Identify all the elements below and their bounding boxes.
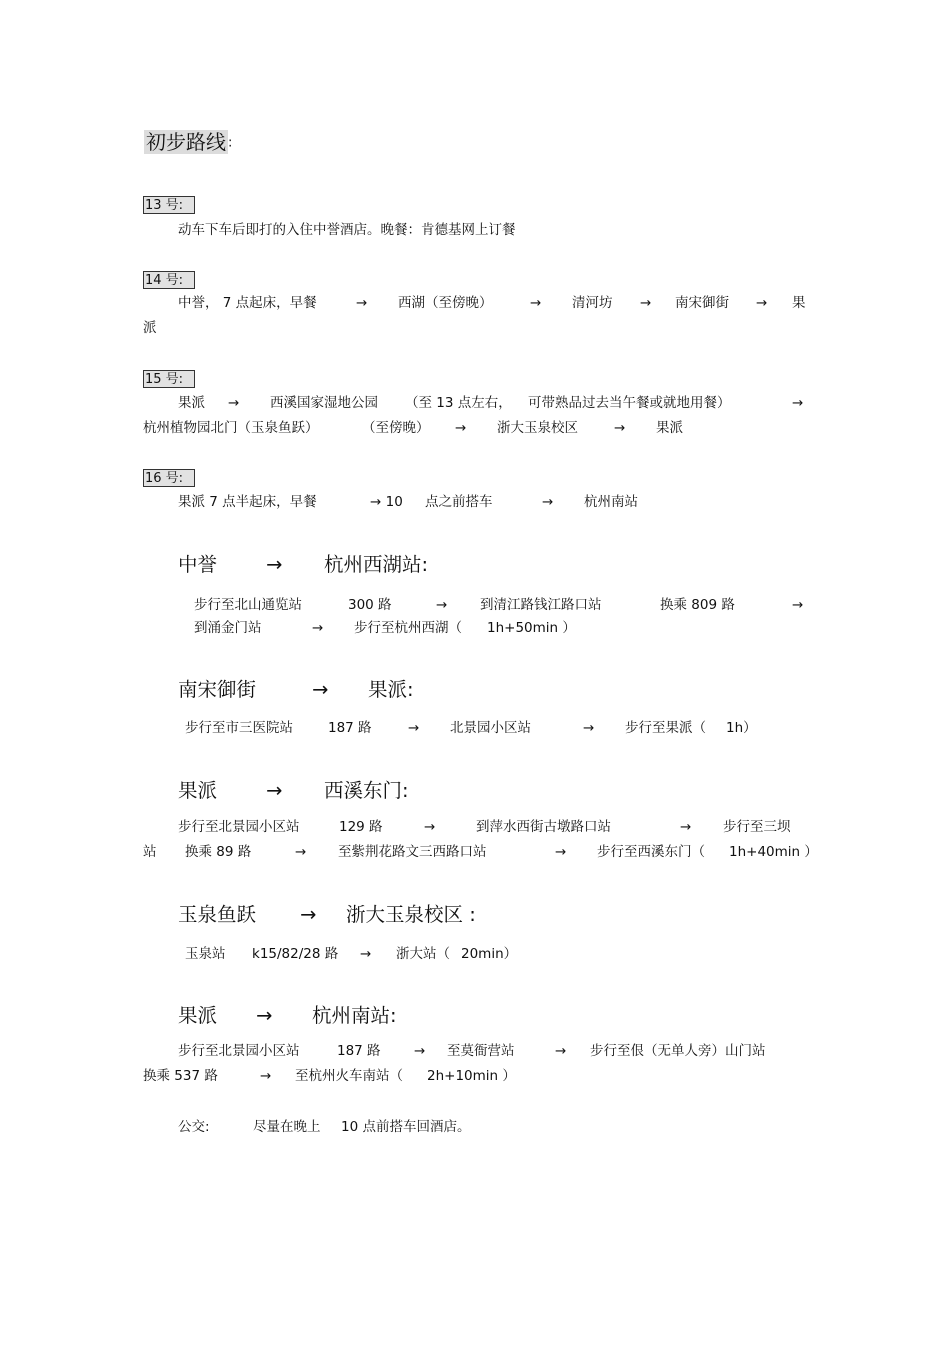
arrow: → bbox=[356, 295, 368, 311]
route-heading: 玉泉鱼跃 bbox=[178, 903, 257, 926]
route-step: 步行至西溪东门（ bbox=[597, 844, 705, 860]
arrow: → bbox=[424, 819, 436, 835]
route-step: 到涌金门站 bbox=[194, 620, 262, 636]
day-15-seg: 果派 bbox=[178, 395, 205, 411]
arrow: → bbox=[583, 720, 595, 736]
day-16-label: 16 号: bbox=[143, 469, 195, 487]
route-step: 至杭州火车南站（ bbox=[295, 1068, 403, 1084]
arrow: → bbox=[256, 1004, 273, 1027]
route-step: 步行至果派（ bbox=[625, 720, 706, 736]
day-14-seg: 派 bbox=[143, 320, 157, 336]
route-step: 步行至市三医院站 bbox=[185, 720, 293, 736]
title-text: 初步路线 bbox=[146, 130, 226, 154]
route-step: 浙大站（ bbox=[396, 946, 450, 962]
day-14-seg: 西湖（至傍晚） bbox=[398, 295, 493, 311]
route-heading: 中誉 bbox=[178, 553, 218, 576]
route-step: 1h+50min ） bbox=[487, 620, 576, 636]
footer-text: 尽量在晚上 bbox=[253, 1119, 321, 1135]
route-step: 换乘 537 路 bbox=[143, 1068, 218, 1084]
footer-label: 公交: bbox=[178, 1119, 210, 1135]
arrow: → bbox=[542, 494, 554, 510]
route-heading: 杭州南站: bbox=[312, 1004, 397, 1027]
arrow: → bbox=[455, 420, 467, 436]
route-step: 20min） bbox=[461, 946, 518, 962]
route-step: 到清江路钱江路口站 bbox=[480, 597, 602, 613]
arrow: → bbox=[408, 720, 420, 736]
arrow: → bbox=[300, 903, 317, 926]
route-step: 换乘 809 路 bbox=[660, 597, 735, 613]
arrow: → bbox=[640, 295, 652, 311]
route-step: 1h+40min ） bbox=[729, 844, 818, 860]
day-16-seg: 点之前搭车 bbox=[425, 494, 493, 510]
day-15-seg: 西溪国家湿地公园 bbox=[270, 395, 378, 411]
day-13-label: 13 号: bbox=[143, 196, 195, 214]
route-step: 玉泉站 bbox=[185, 946, 226, 962]
arrow: → bbox=[266, 779, 283, 802]
arrow: → bbox=[360, 946, 372, 962]
arrow: → bbox=[530, 295, 542, 311]
arrow: → bbox=[756, 295, 768, 311]
route-heading: 浙大玉泉校区 : bbox=[346, 903, 476, 926]
route-step: 北景园小区站 bbox=[450, 720, 531, 736]
day-15-seg: 浙大玉泉校区 bbox=[497, 420, 578, 436]
route-heading: 果派 bbox=[178, 779, 218, 802]
route-step: 至紫荆花路文三西路口站 bbox=[338, 844, 487, 860]
arrow: → bbox=[228, 395, 240, 411]
day-16-seg: 杭州南站 bbox=[584, 494, 638, 510]
day-14-seg: 南宋御街 bbox=[675, 295, 729, 311]
title-colon: : bbox=[228, 135, 233, 151]
day-15-seg: （至 13 点左右， bbox=[405, 395, 512, 411]
route-step: 2h+10min ） bbox=[427, 1068, 516, 1084]
route-heading: 杭州西湖站: bbox=[324, 553, 429, 576]
route-step: 187 路 bbox=[337, 1043, 381, 1059]
route-step: 换乘 89 路 bbox=[185, 844, 252, 860]
arrow: → bbox=[792, 395, 804, 411]
route-step: k15/82/28 路 bbox=[252, 946, 339, 962]
arrow: → bbox=[295, 844, 307, 860]
day-15-label: 15 号: bbox=[143, 370, 195, 388]
route-step: 步行至佷（无单人旁）山门站 bbox=[590, 1043, 766, 1059]
arrow: → bbox=[266, 553, 283, 576]
route-step: 到萍水西街古墩路口站 bbox=[476, 819, 611, 835]
route-heading: 果派: bbox=[368, 678, 414, 701]
day-16-seg: 果派 7 点半起床，早餐 bbox=[178, 494, 317, 510]
day-14-label: 14 号: bbox=[143, 271, 195, 289]
arrow: → bbox=[436, 597, 448, 613]
route-step: 1h） bbox=[726, 720, 757, 736]
arrow: → bbox=[555, 1043, 567, 1059]
day-16-seg: → 10 bbox=[370, 494, 403, 510]
day-14-seg: 清河坊 bbox=[572, 295, 613, 311]
route-step: 步行至三坝 bbox=[723, 819, 791, 835]
arrow: → bbox=[414, 1043, 426, 1059]
day-14-seg: 中誉， 7 点起床，早餐 bbox=[178, 295, 317, 311]
page-title bbox=[144, 128, 232, 158]
route-step: 至莫衙营站 bbox=[447, 1043, 515, 1059]
day-15-seg: 果派 bbox=[656, 420, 683, 436]
route-step: 300 路 bbox=[348, 597, 392, 613]
arrow: → bbox=[312, 620, 324, 636]
footer-text: 10 点前搭车回酒店。 bbox=[341, 1119, 471, 1135]
day-13-line: 动车下车后即打的入住中誉酒店。晚餐：肯德基网上订餐 bbox=[178, 222, 516, 238]
arrow: → bbox=[555, 844, 567, 860]
day-15-seg: 可带熟品过去当午餐或就地用餐） bbox=[528, 395, 731, 411]
route-heading: 果派 bbox=[178, 1004, 218, 1027]
route-step: 步行至北景园小区站 bbox=[178, 819, 300, 835]
route-step: 步行至北景园小区站 bbox=[178, 1043, 300, 1059]
arrow: → bbox=[792, 597, 804, 613]
route-heading: 西溪东门: bbox=[324, 779, 409, 802]
route-step: 129 路 bbox=[339, 819, 383, 835]
day-15-seg: （至傍晚） bbox=[362, 420, 430, 436]
route-step: 站 bbox=[143, 844, 157, 860]
arrow: → bbox=[260, 1068, 272, 1084]
arrow: → bbox=[312, 678, 329, 701]
day-15-seg: 杭州植物园北门（玉泉鱼跃） bbox=[143, 420, 319, 436]
day-14-seg: 果 bbox=[792, 295, 806, 311]
route-step: 步行至北山通览站 bbox=[194, 597, 302, 613]
route-step: 187 路 bbox=[328, 720, 372, 736]
route-step: 步行至杭州西湖（ bbox=[354, 620, 462, 636]
arrow: → bbox=[614, 420, 626, 436]
arrow: → bbox=[680, 819, 692, 835]
route-heading: 南宋御街 bbox=[178, 678, 257, 701]
